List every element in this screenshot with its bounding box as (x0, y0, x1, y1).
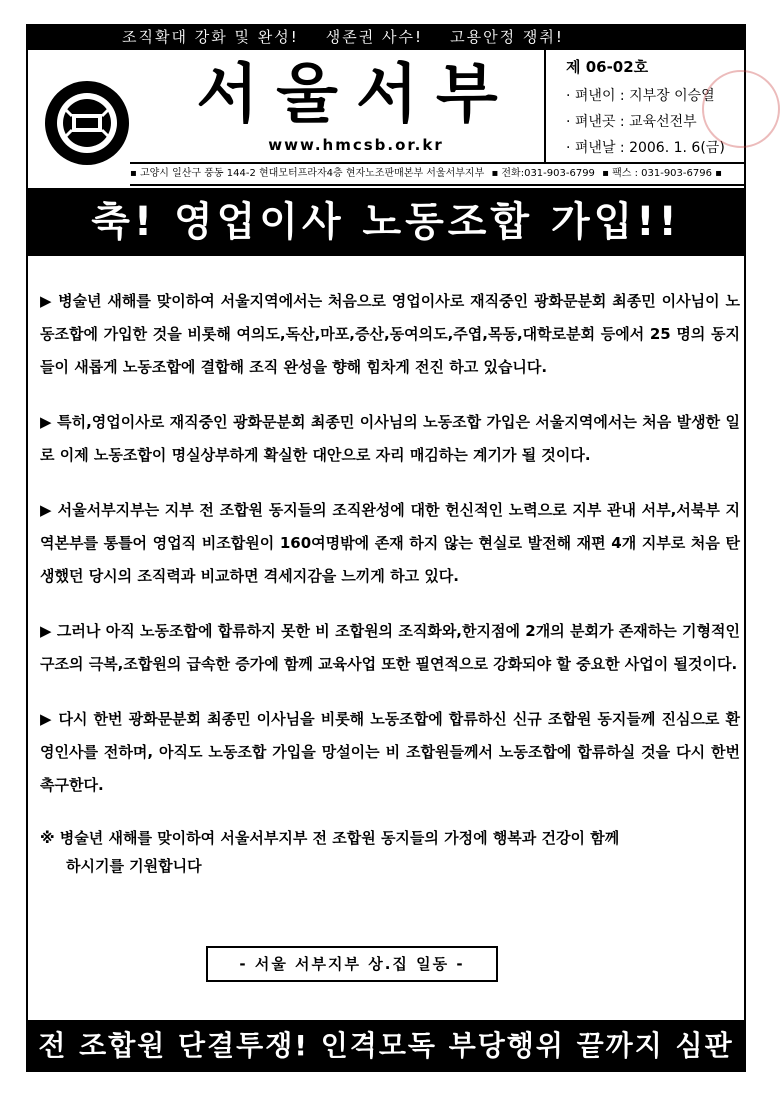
signature-box: - 서울 서부지부 상.집 일동 - (206, 946, 498, 982)
publisher-line: · 펴낸이 : 지부장 이승열 (566, 88, 715, 104)
date-line: · 펴낸날 : 2006. 1. 6(금) (566, 140, 725, 156)
publication-info (544, 50, 746, 162)
phone-text: ▪ 전화:031-903-6799 (491, 168, 595, 179)
issue-number: 제 06-02호 (566, 58, 649, 76)
slogan-bar: 조직확대 강화 및 완성! 생존권 사수! 고용안정 쟁취! (26, 24, 746, 50)
greeting-note (40, 824, 740, 880)
union-logo-icon (42, 78, 132, 168)
address-bar (130, 162, 746, 186)
address-text: ▪ 고양시 일산구 풍동 144-2 현대모터프라자4층 현자노조판매본부 서울서부지부 (130, 168, 485, 179)
note-line: ※ 병술년 새해를 맞이하여 서울서부지부 전 조합원 동지들의 가정에 행복과 건강이 함께 (40, 829, 620, 847)
website-url: www.hmcsb.or.kr (268, 136, 444, 154)
seal-stamp-icon (702, 70, 780, 148)
paragraph: ▶ 특히,영업이사로 재직중인 광화문분회 최종민 이사님의 노동조합 가입은 서울지역에서는 처음 발생한 일로 이제 노동조합이 명실상부하게 확실한 대안으로 자리 매김하는 계기가 될 것이다. (40, 413, 740, 464)
paragraph: ▶ 다시 한번 광화문분회 최종민 이사님을 비롯해 노동조합에 합류하신 신규 조합원 동지들께 진심으로 환영인사를 전하며, 아직도 노동조합 가입을 망설이는 비 조합원들께서 노동조합에 합류하실 것을 다시 한번 촉구한다. (40, 710, 740, 794)
paragraph: ▶ 병술년 새해를 맞이하여 서울지역에서는 처음으로 영업이사로 재직중인 광화문분회 최종민 이사님이 노동조합에 가입한 것을 비롯해 여의도,독산,마포,증산,동여의도,주엽,목동,대학로분회 등에서 25 명의 동지들이 새롭게 노동조합에 결합해 조직 완성을 향해 힘차게 전진 하고 있습니다. (40, 292, 740, 376)
paragraph: ▶ 그러나 아직 노동조합에 합류하지 못한 비 조합원의 조직화와,한지점에 2개의 분회가 존재하는 기형적인 구조의 극복,조합원의 급속한 증가에 함께 교육사업 또한 필연적으로 강화되야 할 중요한 사업이 될것이다. (40, 622, 740, 673)
headline: 축! 영업이사 노동조합 가입!! (26, 188, 746, 256)
editor-line: · 펴낸곳 : 교육선전부 (566, 114, 697, 130)
paragraph: ▶ 서울서부지부는 지부 전 조합원 동지들의 조직완성에 대한 헌신적인 노력으로 지부 관내 서부,서북부 지역본부를 통틀어 영업직 비조합원이 160여명밖에 존재 하지 않는 현실로 발전해 재편 4개 지부로 처음 탄생했던 당시의 조직력과 비교하면 격세지감을 느끼게 하고 있다. (40, 501, 740, 585)
fax-text: ▪ 팩스 : 031-903-6796 ▪ (602, 168, 722, 179)
masthead (26, 50, 746, 162)
note-line: 하시기를 기원합니다 (66, 857, 202, 875)
article-body (40, 285, 740, 880)
newsletter-title: 서울서부 (196, 58, 516, 132)
footer-slogan: 전 조합원 단결투쟁! 인격모독 부당행위 끝까지 심판 (26, 1020, 746, 1072)
